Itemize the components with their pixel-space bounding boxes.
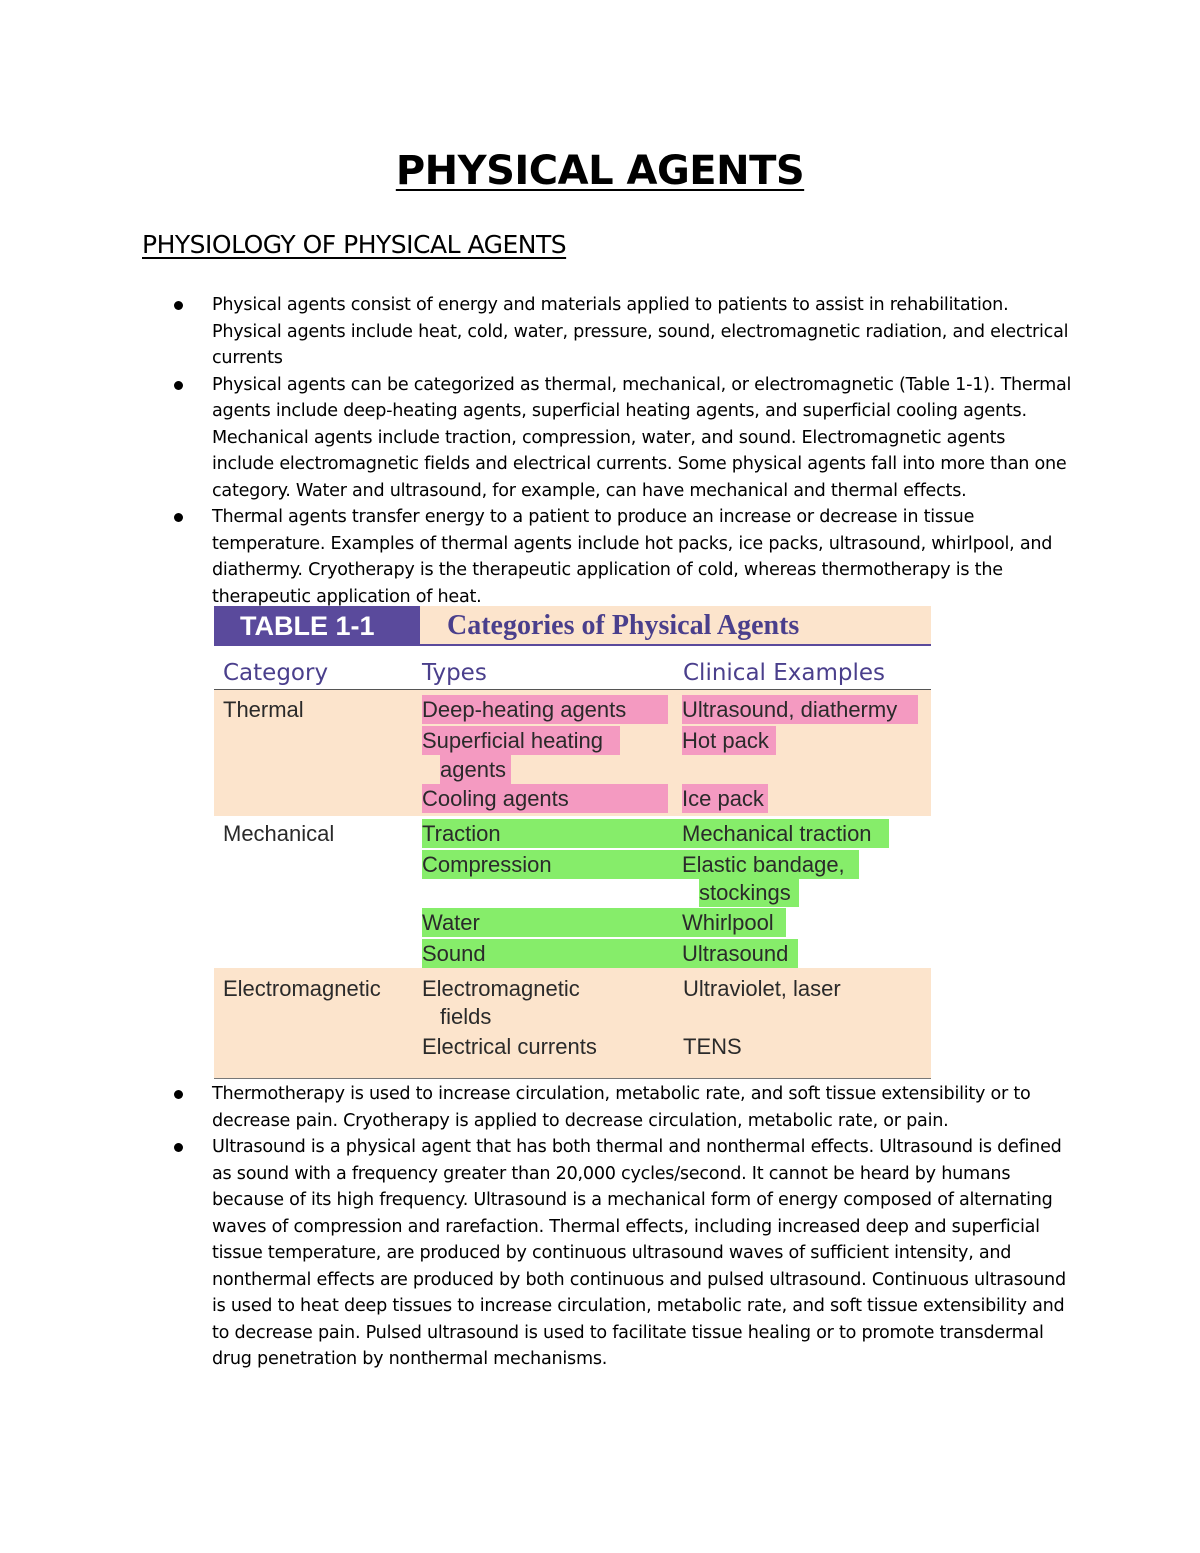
type-sound: Sound: [422, 939, 684, 968]
example-whirlpool: Whirlpool: [682, 908, 786, 937]
type-deep-heating: Deep-heating agents: [422, 695, 668, 724]
bullet-icon: [174, 301, 183, 310]
type-superficial-heating: Superficial heating: [422, 726, 620, 755]
bullet-text: Physical agents consist of energy and materials applied to patients to assist in rehabilitation. Physical agents include heat, cold, water, pressure, sound, electromagnetic radiation, and electrical currents: [212, 295, 1069, 368]
type-superficial-heating-cont: agents: [440, 755, 511, 784]
bullet-list-after-table: [172, 1081, 1072, 1373]
column-header-category: Category: [223, 660, 329, 686]
table-label: TABLE 1-1: [214, 606, 420, 646]
category-thermal: Thermal: [223, 697, 304, 722]
list-item: [172, 1134, 1072, 1373]
column-header-examples: Clinical Examples: [683, 660, 886, 686]
example-mechanical-traction: Mechanical traction: [682, 819, 889, 848]
table-title: Categories of Physical Agents: [420, 606, 931, 646]
bullet-text: Physical agents can be categorized as thermal, mechanical, or electromagnetic (Table 1-1). Thermal agents include deep-heating agents, superficial heating agents, and superficial cooling agents. Mechanical agents include traction, compression, water, and sound. Electromagnetic agents include electromagnetic fields and electrical currents. Some physical agents fall into more than one category. Water and ultrasound, for example, can have mechanical and thermal effects.: [212, 374, 1072, 501]
bullet-icon: [174, 1090, 183, 1099]
category-electromagnetic: Electromagnetic: [223, 976, 381, 1001]
bullet-icon: [174, 1143, 183, 1152]
example-ultrasound: Ultrasound: [682, 939, 798, 968]
type-cooling-agents: Cooling agents: [422, 784, 668, 813]
table-header-rule: [214, 644, 931, 646]
list-item: [172, 292, 1072, 372]
example-ice-pack: Ice pack: [682, 784, 768, 813]
type-traction: Traction: [422, 819, 684, 848]
page-title: PHYSICAL AGENTS: [395, 148, 805, 194]
bullet-text: Thermal agents transfer energy to a patient to produce an increase or decrease in tissue temperature. Examples of thermal agents include hot packs, ice packs, ultrasound, whirlpool, and diathermy. Cryotherapy is the therapeutic application of cold, whereas thermotherapy is the therapeutic application of heat.: [212, 507, 1053, 607]
bullet-text: Thermotherapy is used to increase circulation, metabolic rate, and soft tissue extensibility or to decrease pain. Cryotherapy is applied to decrease circulation, metabolic rate, or pain.: [212, 1084, 1031, 1131]
example-hot-pack: Hot pack: [682, 726, 776, 755]
example-ultraviolet-laser: Ultraviolet, laser: [683, 976, 841, 1001]
list-item: [172, 1081, 1072, 1134]
bullet-list-intro: [172, 292, 1072, 610]
type-electromagnetic-fields-cont: fields: [440, 1004, 492, 1029]
bullet-icon: [174, 381, 183, 390]
type-water: Water: [422, 908, 684, 937]
category-mechanical: Mechanical: [223, 821, 335, 846]
table-header: [214, 606, 931, 646]
list-item: [172, 504, 1072, 610]
section-heading: PHYSIOLOGY OF PHYSICAL AGENTS: [142, 230, 567, 259]
example-ultrasound-diathermy: Ultrasound, diathermy: [682, 695, 918, 724]
bullet-icon: [174, 513, 183, 522]
column-header-types: Types: [422, 660, 487, 686]
type-compression: Compression: [422, 850, 684, 879]
bullet-text: Ultrasound is a physical agent that has both thermal and nonthermal effects. Ultrasound is defined as sound with a frequency greater than 20,000 cycles/second. It cannot be heard by humans because of its high frequency. Ultrasound is a mechanical form of energy composed of alternating waves of compression and rarefaction. Thermal effects, including increased deep and superficial tissue temperature, are produced by continuous ultrasound waves of sufficient intensity, and nonthermal effects are produced by both continuous and pulsed ultrasound. Continuous ultrasound is used to heat deep tissues to increase circulation, metabolic rate, and soft tissue extensibility and to decrease pain. Pulsed ultrasound is used to facilitate tissue healing or to promote transdermal drug penetration by nonthermal mechanisms.: [212, 1137, 1066, 1369]
type-electrical-currents: Electrical currents: [422, 1034, 597, 1059]
table-bottom-rule: [214, 1078, 931, 1079]
list-item: [172, 372, 1072, 505]
type-electromagnetic-fields: Electromagnetic: [422, 976, 580, 1001]
example-stockings: stockings: [699, 878, 799, 907]
example-elastic-bandage: Elastic bandage,: [682, 850, 859, 879]
example-tens: TENS: [683, 1034, 742, 1059]
